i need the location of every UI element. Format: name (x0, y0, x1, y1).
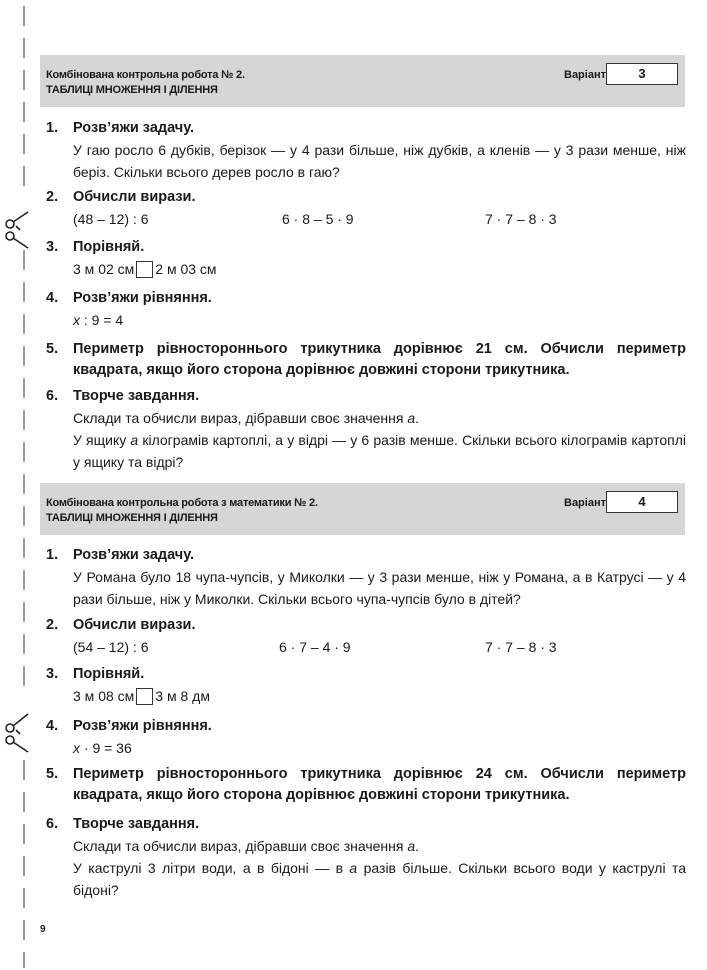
task-number: 5. (46, 341, 59, 357)
task-text: Склади та обчисли вираз, дібравши своє значення (73, 410, 408, 426)
task-number: 5. (46, 766, 59, 782)
variant-number: 4 (606, 491, 678, 513)
task-title: Розв’яжи задачу. (73, 547, 195, 563)
equation-rest: · 9 = 36 (80, 740, 132, 756)
task-number: 4. (46, 718, 59, 734)
compare-answer-box[interactable] (136, 688, 153, 705)
task-title: Творче завдання. (73, 388, 200, 404)
expression: (54 – 12) : 6 (73, 639, 149, 655)
test-topic: ТАБЛИЦІ МНОЖЕННЯ І ДІЛЕННЯ (46, 84, 218, 96)
cut-line (0, 0, 40, 970)
task-title: Розв’яжи рівняння. (73, 290, 212, 306)
expression: 7 · 7 – 8 · 3 (485, 639, 557, 655)
compare-right: 3 м 8 дм (155, 688, 210, 704)
task-title: Порівняй. (73, 666, 145, 682)
expression: 7 · 7 – 8 · 3 (485, 211, 557, 227)
compare-right: 2 м 03 см (155, 261, 217, 277)
equation-rest: : 9 = 4 (80, 312, 124, 328)
task-title: Розв’яжи рівняння. (73, 718, 212, 734)
variant-label: Варіант (564, 497, 606, 509)
variant-number: 3 (606, 63, 678, 85)
task-title: Обчисли вирази. (73, 617, 196, 633)
task-number: 6. (46, 388, 59, 404)
equation (73, 737, 686, 759)
task-text: разів більше. Скільки всього води у каструлі та бідоні? (73, 860, 686, 898)
task-text: У гаю росло 6 дубків, берізок — у 4 рази більше, ніж дубків, а кленів — у 3 рази менше, ніж беріз. Скільки всього дерев росло в гаю? (73, 142, 686, 180)
task-text: У Романа було 18 чупа-чупсів, у Миколки — у 3 рази менше, ніж у Романа, а в Катрусі — у 4 рази більше, ніж у Миколки. Скільки всього чупа-чупсів було в дітей? (73, 569, 686, 607)
compare-left: 3 м 02 см (73, 261, 135, 277)
task-title: Творче завдання. (73, 816, 200, 832)
test-header (40, 55, 685, 107)
task-text: Склади та обчисли вираз, дібравши своє значення (73, 838, 408, 854)
equation-variable: x (73, 740, 80, 756)
variant-label: Варіант (564, 69, 606, 81)
task-number: 6. (46, 816, 59, 832)
task-number: 3. (46, 666, 59, 682)
test-title: Комбінована контрольна робота № 2. (46, 69, 245, 81)
task-number: 3. (46, 239, 59, 255)
expression: 6 · 8 – 5 · 9 (282, 211, 354, 227)
task-text: . (415, 838, 420, 854)
task-title: Периметр рівностороннього трикутника дорівнює 24 см. Обчисли периметр квадрата, якщо його сторона дорівнює довжині сторони трикутника. (73, 766, 686, 803)
task-number: 2. (46, 617, 59, 633)
task-title: Порівняй. (73, 239, 145, 255)
variable-a: a (407, 410, 416, 426)
task-title: Розв’яжи задачу. (73, 120, 195, 136)
test-title: Комбінована контрольна робота з математики № 2. (46, 497, 318, 509)
variable-a: a (407, 838, 416, 854)
task-number: 1. (46, 120, 59, 136)
variable-a: a (130, 432, 139, 448)
expression: 6 · 7 – 4 · 9 (279, 639, 351, 655)
task-text: . (415, 410, 420, 426)
task-text: кілограмів картоплі, а у відрі — у 6 разів менше. Скільки всього кілограмів картоплі у ящику та відрі? (73, 432, 686, 470)
variable-a: a (349, 860, 358, 876)
task-number: 2. (46, 189, 59, 205)
task-title: Периметр рівностороннього трикутника дорівнює 21 см. Обчисли периметр квадрата, якщо його сторона дорівнює довжині сторони трикутника. (73, 341, 686, 378)
compare-left: 3 м 08 см (73, 688, 135, 704)
equation-variable: x (73, 312, 80, 328)
expression: (48 – 12) : 6 (73, 211, 149, 227)
page-number: 9 (40, 924, 46, 935)
test-topic: ТАБЛИЦІ МНОЖЕННЯ І ДІЛЕННЯ (46, 512, 218, 524)
equation (73, 309, 686, 331)
task-text: У каструлі 3 літри води, а в бідоні — в (73, 860, 350, 876)
task-number: 1. (46, 547, 59, 563)
test-header (40, 483, 685, 535)
task-title: Обчисли вирази. (73, 189, 196, 205)
scissors-icon (6, 212, 28, 248)
scissors-icon (6, 714, 28, 752)
compare-answer-box[interactable] (136, 261, 153, 278)
task-text: У ящику (73, 432, 131, 448)
task-number: 4. (46, 290, 59, 306)
